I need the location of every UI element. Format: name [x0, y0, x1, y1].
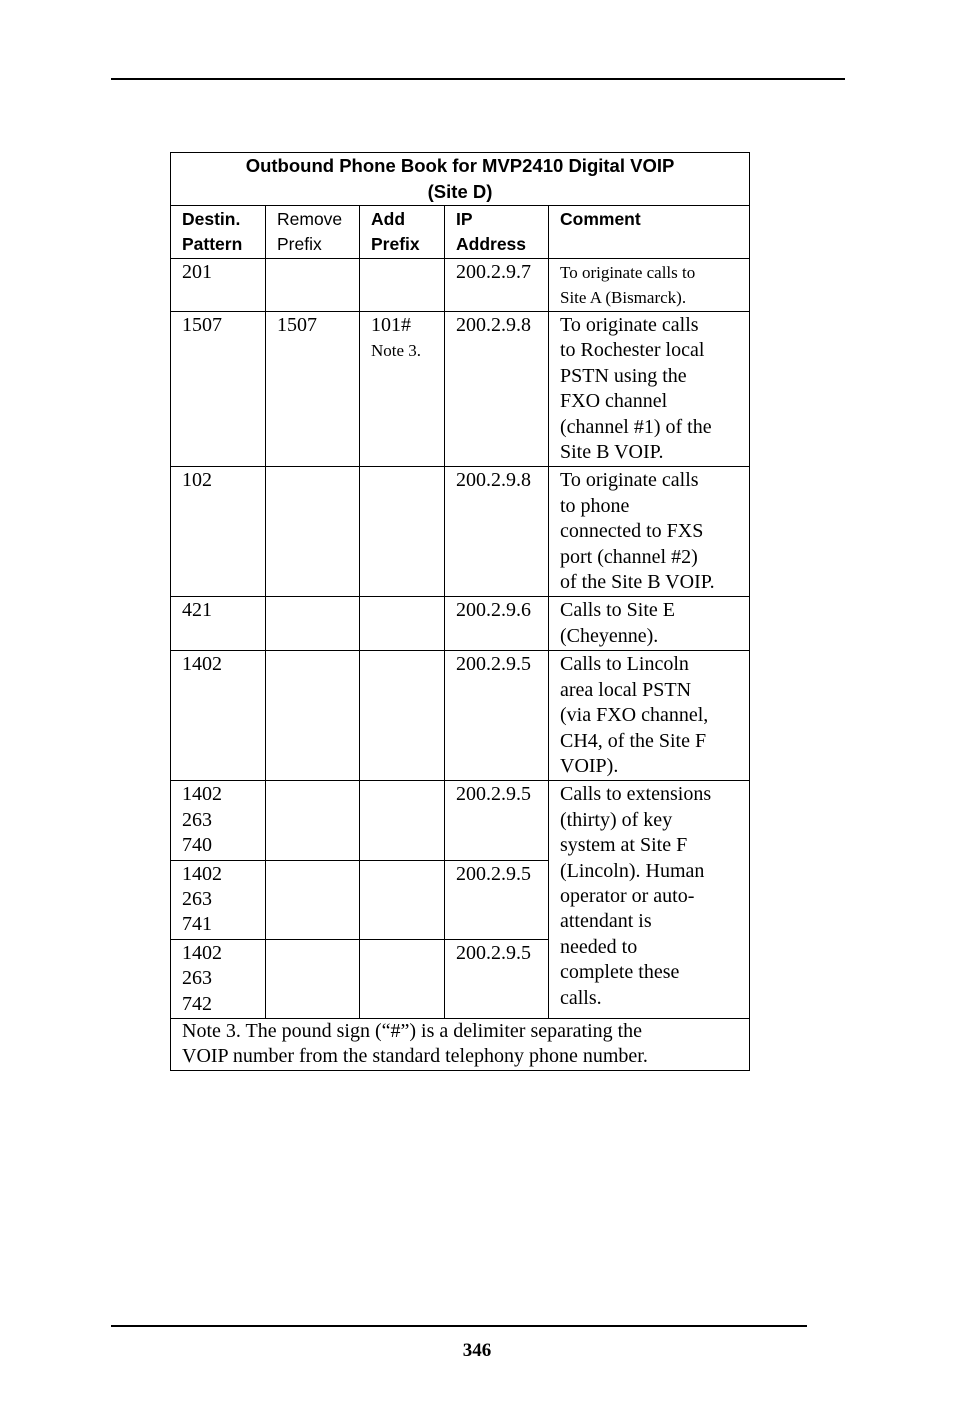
- add-prefix-cell: [360, 651, 445, 781]
- footnote-line: VOIP number from the standard telephony phone number.: [182, 1044, 648, 1067]
- comment-cell: [549, 597, 750, 651]
- header-destin-pattern: [171, 206, 266, 259]
- cell-text: 1402: [182, 862, 222, 885]
- cell-text: CH4, of the Site F: [560, 729, 707, 752]
- remove-prefix-cell: [266, 781, 360, 860]
- ip-address-cell: [445, 259, 549, 312]
- header-text: Comment: [560, 209, 641, 229]
- table-row: [171, 651, 750, 781]
- cell-text: 200.2.9.8: [456, 314, 531, 336]
- cell-text: 1507: [182, 314, 222, 336]
- cell-text: 200.2.9.5: [456, 862, 531, 885]
- cell-text: 201: [182, 261, 212, 283]
- cell-text: 741: [182, 913, 212, 936]
- cell-text: Calls to extensions: [560, 783, 712, 806]
- footnote-line: Note 3. The pound sign (“#”) is a delimiter separating the: [182, 1019, 643, 1042]
- cell-text: connected to FXS: [560, 520, 704, 543]
- cell-text: complete these: [560, 961, 680, 984]
- header-text: Add: [371, 209, 406, 229]
- ip-address-cell: [445, 597, 549, 651]
- cell-text: 1507: [277, 314, 317, 336]
- add-prefix-cell: [360, 312, 445, 467]
- table-note-row: [171, 1018, 750, 1070]
- cell-text: 200.2.9.5: [456, 941, 531, 964]
- header-text: Remove: [277, 209, 343, 229]
- cell-text: (Lincoln). Human: [560, 859, 705, 882]
- cell-text: 200.2.9.5: [456, 653, 531, 676]
- remove-prefix-cell: [266, 312, 360, 467]
- cell-text: (via FXO channel,: [560, 704, 709, 727]
- ip-address-cell: [445, 312, 549, 467]
- merged-comment-cell: [549, 781, 750, 1019]
- header-remove-prefix: [266, 206, 360, 259]
- footer-rule: [111, 1325, 807, 1327]
- table-title-line: Outbound Phone Book for MVP2410 Digital VOIP: [245, 155, 675, 176]
- cell-text: needed to: [560, 935, 638, 958]
- comment-cell: [549, 467, 750, 597]
- add-prefix-cell: [360, 939, 445, 1018]
- dest-pattern-cell: [171, 312, 266, 467]
- cell-text: (Cheyenne).: [560, 624, 659, 647]
- cell-text: system at Site F: [560, 834, 688, 857]
- table-row: [171, 597, 750, 651]
- cell-text: port (channel #2): [560, 545, 698, 568]
- cell-text: Site A (Bismarck).: [560, 288, 687, 307]
- cell-text: To originate calls to: [560, 263, 696, 282]
- cell-text: 1402: [182, 653, 222, 676]
- cell-text: FXO channel: [560, 390, 668, 413]
- cell-text: 263: [182, 967, 212, 990]
- comment-cell: [549, 312, 750, 467]
- remove-prefix-cell: [266, 651, 360, 781]
- cell-text: 1402: [182, 783, 222, 806]
- cell-text: 101#: [371, 314, 411, 336]
- cell-text: Site B VOIP.: [560, 441, 664, 464]
- header-text: Destin.: [182, 209, 241, 229]
- cell-text: 200.2.9.5: [456, 783, 531, 806]
- comment-cell: [549, 651, 750, 781]
- table-footnote: [171, 1018, 750, 1070]
- ip-address-cell: [445, 781, 549, 860]
- header-text: Prefix: [277, 234, 322, 254]
- add-prefix-cell: [360, 259, 445, 312]
- cell-text: 742: [182, 992, 212, 1015]
- dest-pattern-cell: [171, 781, 266, 860]
- cell-text: area local PSTN: [560, 678, 692, 701]
- remove-prefix-cell: [266, 259, 360, 312]
- cell-text: to Rochester local: [560, 339, 705, 362]
- table-header-row: [171, 206, 750, 259]
- cell-text: 102: [182, 469, 212, 492]
- dest-pattern-cell: [171, 651, 266, 781]
- add-prefix-cell: [360, 781, 445, 860]
- table-title-line: (Site D): [427, 181, 493, 202]
- header-comment: [549, 206, 750, 259]
- cell-text: 200.2.9.7: [456, 261, 531, 283]
- add-prefix-cell: [360, 860, 445, 939]
- remove-prefix-cell: [266, 597, 360, 651]
- dest-pattern-cell: [171, 597, 266, 651]
- ip-address-cell: [445, 860, 549, 939]
- cell-text: attendant is: [560, 910, 652, 933]
- comment-cell: [549, 259, 750, 312]
- table-title-row: [171, 153, 750, 206]
- header-rule: [111, 78, 845, 80]
- dest-pattern-cell: [171, 259, 266, 312]
- cell-text: To originate calls: [560, 314, 699, 336]
- remove-prefix-cell: [266, 939, 360, 1018]
- ip-address-cell: [445, 467, 549, 597]
- cell-text: Calls to Site E: [560, 599, 675, 622]
- cell-text: 1402: [182, 941, 222, 964]
- header-add-prefix: [360, 206, 445, 259]
- table-row: [171, 259, 750, 312]
- cell-text: 263: [182, 887, 212, 910]
- page-number: 346: [462, 1340, 492, 1361]
- remove-prefix-cell: [266, 860, 360, 939]
- cell-text: calls.: [560, 986, 602, 1009]
- cell-text: operator or auto-: [560, 884, 695, 907]
- cell-text: 200.2.9.8: [456, 469, 531, 492]
- remove-prefix-cell: [266, 467, 360, 597]
- cell-text: of the Site B VOIP.: [560, 571, 715, 594]
- cell-text: 200.2.9.6: [456, 599, 531, 622]
- header-text: IP: [456, 209, 473, 229]
- cell-text: (channel #1) of the: [560, 415, 712, 438]
- outbound-phone-book-table: [170, 152, 750, 1071]
- cell-text: to phone: [560, 494, 630, 517]
- ip-address-cell: [445, 939, 549, 1018]
- add-prefix-cell: [360, 467, 445, 597]
- table-row: [171, 781, 750, 860]
- table-title: [171, 153, 750, 206]
- cell-text: 740: [182, 834, 212, 857]
- cell-text: Calls to Lincoln: [560, 653, 689, 676]
- header-text: Prefix: [371, 234, 420, 254]
- table-row: [171, 467, 750, 597]
- dest-pattern-cell: [171, 939, 266, 1018]
- cell-text: (thirty) of key: [560, 808, 673, 831]
- cell-text: PSTN using the: [560, 364, 687, 387]
- dest-pattern-cell: [171, 860, 266, 939]
- table-row: [171, 312, 750, 467]
- dest-pattern-cell: [171, 467, 266, 597]
- cell-text: VOIP).: [560, 754, 619, 777]
- ip-address-cell: [445, 651, 549, 781]
- cell-text: 263: [182, 808, 212, 831]
- header-text: Address: [456, 234, 527, 254]
- note-reference: Note 3.: [371, 341, 422, 361]
- add-prefix-cell: [360, 597, 445, 651]
- cell-text: To originate calls: [560, 469, 699, 492]
- header-ip-address: [445, 206, 549, 259]
- header-text: Pattern: [182, 234, 243, 254]
- cell-text: 421: [182, 599, 212, 622]
